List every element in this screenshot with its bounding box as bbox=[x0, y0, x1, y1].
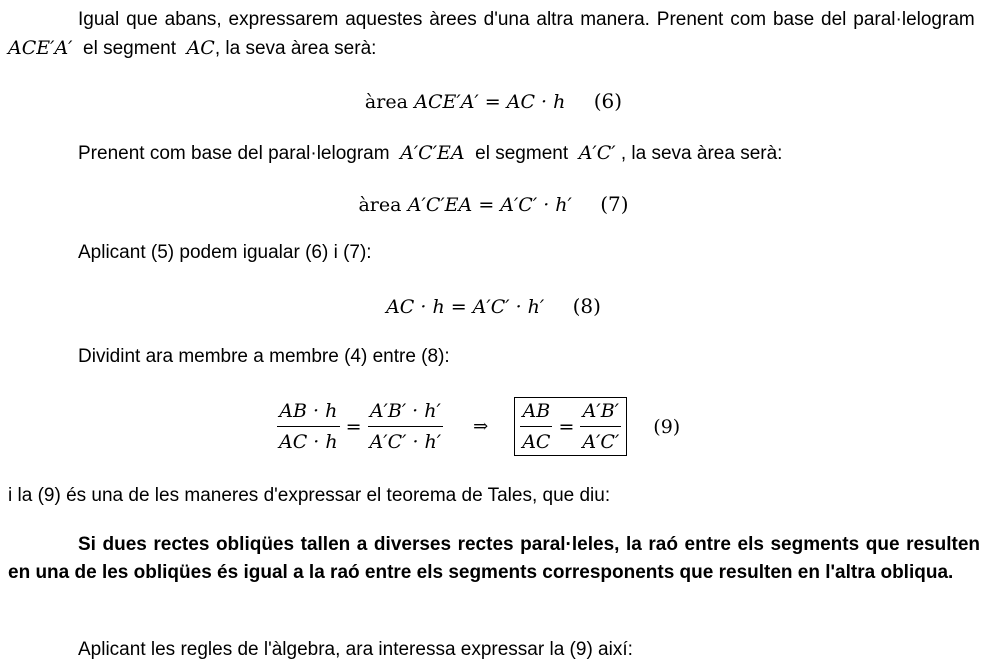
second-text-b: el segment bbox=[475, 143, 569, 164]
frac2-numerator: A′B′ · h′ bbox=[369, 400, 441, 422]
theorem-text: Si dues rectes obliqües tallen a diverses rectes paral·leles, la raó entre els segments que resulten en una de les obliqües és igual a la raó entre els segments corresponents que resulten en l'altra obliqua. bbox=[8, 534, 980, 583]
implies-arrow-icon: ⇒ bbox=[473, 416, 489, 437]
frac2-denominator: A′C′ · h′ bbox=[368, 426, 444, 455]
paragraph-second-base bbox=[8, 139, 980, 168]
second-math-parallelogram: A′C′EA bbox=[400, 142, 465, 164]
eq7-prefix: àrea bbox=[358, 194, 402, 216]
equation-6 bbox=[0, 87, 987, 116]
second-math-segment: A′C′ bbox=[578, 142, 616, 164]
eq6-expression: ACE′A′ = AC · h bbox=[414, 91, 566, 113]
fraction-ab-over-ac bbox=[518, 398, 554, 455]
frac3-denominator: AC bbox=[520, 426, 552, 455]
eq9-equals-2: = bbox=[558, 415, 575, 438]
intro-text-b: el segment bbox=[83, 38, 176, 59]
frac3-numerator: AB bbox=[522, 400, 551, 422]
paragraph-apply-5 bbox=[8, 239, 980, 267]
fraction-ab-h-over-ac-h bbox=[275, 398, 342, 455]
intro-math-segment: AC bbox=[186, 37, 215, 59]
eq7-expression: A′C′EA = A′C′ · h′ bbox=[407, 194, 572, 216]
fraction-apbp-over-apcp bbox=[578, 398, 623, 455]
intro-text-c: , la seva àrea serà: bbox=[214, 38, 377, 59]
paragraph-tales-intro bbox=[8, 482, 980, 510]
equation-9 bbox=[275, 397, 680, 456]
eq8-number: (8) bbox=[572, 294, 601, 318]
theorem-statement bbox=[8, 531, 980, 587]
fraction-apbp-hp-over-apcp-hp bbox=[366, 398, 446, 455]
equation-7 bbox=[0, 190, 987, 219]
frac4-numerator: A′B′ bbox=[582, 400, 619, 422]
paragraph-intro bbox=[8, 6, 980, 63]
second-text-a: Prenent com base del paral·lelogram bbox=[78, 143, 390, 164]
paragraph-divide bbox=[8, 343, 980, 371]
intro-math-parallelogram: ACE′A′ bbox=[8, 37, 73, 59]
boxed-result bbox=[514, 397, 627, 456]
divide-text: Dividint ara membre a membre (4) entre (8): bbox=[78, 346, 450, 367]
eq6-prefix: àrea bbox=[364, 91, 408, 113]
apply-5-text: Aplicant (5) podem igualar (6) i (7): bbox=[78, 242, 372, 263]
algebra-text: Aplicant les regles de l'àlgebra, ara interessa expressar la (9) així: bbox=[78, 639, 633, 660]
intro-text-a: Igual que abans, expressarem aquestes àrees d'una altra manera. Prenent com base del paral·lelogram bbox=[78, 9, 975, 30]
second-text-c: , la seva àrea serà: bbox=[620, 143, 783, 164]
eq6-number: (6) bbox=[593, 89, 623, 113]
eq9-equals-1: = bbox=[345, 415, 362, 438]
tales-intro-text: i la (9) és una de les maneres d'expressar el teorema de Tales, que diu: bbox=[8, 485, 611, 506]
frac1-numerator: AB · h bbox=[279, 400, 338, 422]
frac1-denominator: AC · h bbox=[277, 426, 340, 455]
eq7-number: (7) bbox=[600, 192, 629, 216]
paragraph-algebra bbox=[8, 636, 980, 664]
frac4-denominator: A′C′ bbox=[580, 426, 621, 455]
equation-8 bbox=[0, 292, 987, 321]
eq9-number: (9) bbox=[653, 415, 681, 438]
eq8-expression: AC · h = A′C′ · h′ bbox=[386, 296, 545, 318]
